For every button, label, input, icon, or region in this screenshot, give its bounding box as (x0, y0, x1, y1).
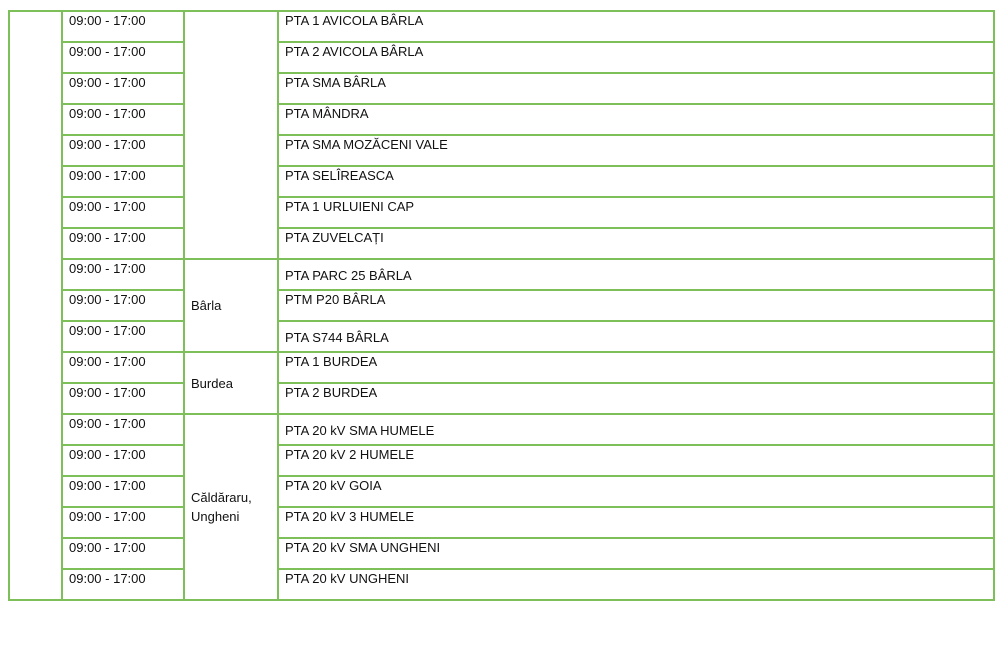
blank-column-cell (9, 11, 62, 600)
time-text: 09:00 - 17:00 (69, 44, 146, 59)
time-cell (62, 166, 184, 197)
locality-cell-barla (184, 259, 278, 352)
substation-text: PTA 20 kV 3 HUMELE (285, 509, 415, 524)
substation-text: PTA SMA BÂRLA (285, 75, 386, 90)
substation-text: PTA 20 kV SMA HUMELE (285, 423, 435, 438)
time-text: 09:00 - 17:00 (69, 571, 146, 586)
substation-text: PTA ZUVELCAȚI (285, 230, 384, 245)
substation-text: PTA 20 kV GOIA (285, 478, 382, 493)
locality-cell-caldararu-ungheni (184, 414, 278, 600)
table-row (9, 321, 994, 352)
time-cell (62, 135, 184, 166)
table-row (9, 228, 994, 259)
substation-text: PTA 20 kV SMA UNGHENI (285, 540, 441, 555)
substation-cell (278, 166, 994, 197)
substation-cell (278, 569, 994, 600)
substation-cell (278, 228, 994, 259)
time-cell (62, 73, 184, 104)
substation-text: PTA 1 URLUIENI CAP (285, 199, 415, 214)
time-cell (62, 383, 184, 414)
substation-cell (278, 321, 994, 352)
table-row (9, 414, 994, 445)
table-row (9, 507, 994, 538)
time-text: 09:00 - 17:00 (69, 168, 146, 183)
substation-cell (278, 197, 994, 228)
outage-schedule-table (8, 10, 995, 601)
substation-cell (278, 104, 994, 135)
time-cell (62, 42, 184, 73)
time-text: 09:00 - 17:00 (69, 416, 146, 431)
time-cell (62, 569, 184, 600)
table-row (9, 538, 994, 569)
substation-text: PTA SELÎREASCA (285, 168, 394, 183)
substation-cell (278, 476, 994, 507)
locality-label: Căldăraru, Ungheni (191, 490, 252, 524)
time-cell (62, 197, 184, 228)
time-cell (62, 104, 184, 135)
time-cell (62, 507, 184, 538)
time-cell (62, 476, 184, 507)
locality-label: Bârla (191, 298, 222, 313)
table-row (9, 569, 994, 600)
substation-cell (278, 445, 994, 476)
time-text: 09:00 - 17:00 (69, 354, 146, 369)
table-row (9, 259, 994, 290)
locality-label: Burdea (191, 375, 233, 391)
substation-text: PTA 20 kV UNGHENI (285, 571, 410, 586)
substation-cell (278, 507, 994, 538)
time-text: 09:00 - 17:00 (69, 447, 146, 462)
substation-text: PTA SMA MOZĂCENI VALE (285, 137, 448, 152)
time-cell (62, 352, 184, 383)
time-text: 09:00 - 17:00 (69, 540, 146, 555)
time-cell (62, 11, 184, 42)
time-text: 09:00 - 17:00 (69, 75, 146, 90)
table-row (9, 352, 994, 383)
table-row (9, 445, 994, 476)
table-row (9, 42, 994, 73)
substation-cell (278, 11, 994, 42)
time-cell (62, 414, 184, 445)
time-text: 09:00 - 17:00 (69, 13, 146, 28)
table-row (9, 135, 994, 166)
table-row (9, 383, 994, 414)
table-row (9, 290, 994, 321)
locality-cell-burdea (184, 352, 278, 414)
substation-text: PTA 1 AVICOLA BÂRLA (285, 13, 424, 28)
substation-cell (278, 414, 994, 445)
time-text: 09:00 - 17:00 (69, 261, 146, 276)
substation-text: PTA 1 BURDEA (285, 354, 378, 369)
substation-text: PTA 2 BURDEA (285, 385, 378, 400)
table-row (9, 197, 994, 228)
time-text: 09:00 - 17:00 (69, 230, 146, 245)
table-row (9, 476, 994, 507)
table-row (9, 104, 994, 135)
substation-cell (278, 290, 994, 321)
substation-cell (278, 259, 994, 290)
table-row (9, 166, 994, 197)
time-cell (62, 259, 184, 290)
time-text: 09:00 - 17:00 (69, 137, 146, 152)
time-cell (62, 321, 184, 352)
time-cell (62, 538, 184, 569)
time-cell (62, 228, 184, 259)
substation-cell (278, 538, 994, 569)
substation-cell (278, 352, 994, 383)
substation-text: PTM P20 BÂRLA (285, 292, 386, 307)
substation-text: PTA MÂNDRA (285, 106, 369, 121)
substation-cell (278, 383, 994, 414)
time-text: 09:00 - 17:00 (69, 199, 146, 214)
substation-text: PTA PARC 25 BÂRLA (285, 268, 412, 283)
substation-cell (278, 135, 994, 166)
time-text: 09:00 - 17:00 (69, 478, 146, 493)
time-text: 09:00 - 17:00 (69, 509, 146, 524)
substation-text: PTA 20 kV 2 HUMELE (285, 447, 415, 462)
table-row (9, 73, 994, 104)
time-text: 09:00 - 17:00 (69, 323, 146, 338)
locality-cell-empty (184, 11, 278, 259)
table-row (9, 11, 994, 42)
time-text: 09:00 - 17:00 (69, 292, 146, 307)
substation-cell (278, 73, 994, 104)
time-cell (62, 290, 184, 321)
time-cell (62, 445, 184, 476)
time-text: 09:00 - 17:00 (69, 385, 146, 400)
substation-cell (278, 42, 994, 73)
time-text: 09:00 - 17:00 (69, 106, 146, 121)
substation-text: PTA S744 BÂRLA (285, 330, 389, 345)
substation-text: PTA 2 AVICOLA BÂRLA (285, 44, 424, 59)
